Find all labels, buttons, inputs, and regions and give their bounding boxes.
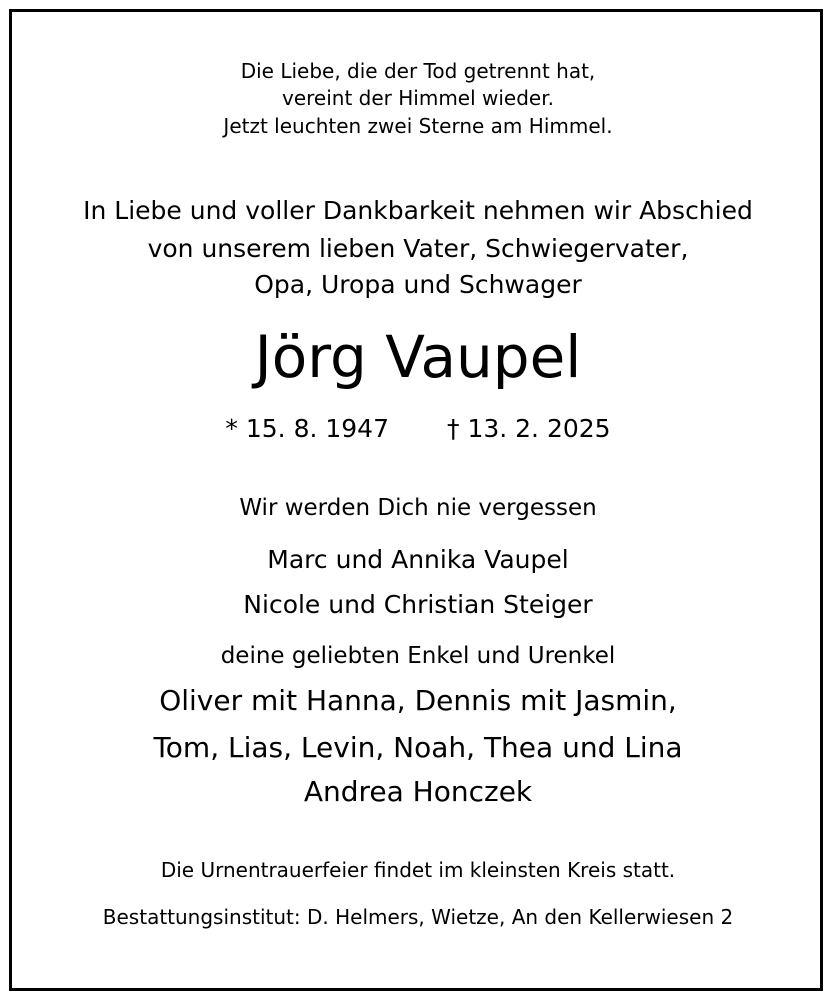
poem-line: Die Liebe, die der Tod getrennt hat,: [240, 59, 596, 83]
poem-line: Jetzt leuchten zwei Sterne am Himmel.: [223, 114, 613, 138]
grandchildren-line: Oliver mit Hanna, Dennis mit Jasmin,: [159, 684, 677, 717]
death-date: † 13. 2. 2025: [447, 414, 611, 443]
life-dates: [0, 416, 836, 441]
poem-line: vereint der Himmel wieder.: [282, 86, 554, 110]
farewell-line: Wir werden Dich nie vergessen: [239, 495, 597, 521]
grandchildren-line: Tom, Lias, Levin, Noah, Thea und Lina: [153, 731, 683, 764]
deceased-name: Jörg Vaupel: [254, 323, 582, 391]
intro-line: Opa, Uropa und Schwager: [254, 270, 582, 299]
grandchildren-line: Andrea Honczek: [303, 775, 533, 808]
intro-line: In Liebe und voller Dankbarkeit nehmen wir Abschied: [83, 196, 753, 225]
grandchildren-intro: deine geliebten Enkel und Urenkel: [220, 643, 616, 669]
funeral-home-notice: Bestattungsinstitut: D. Helmers, Wietze, An den Kellerwiesen 2: [102, 905, 734, 929]
intro-line: von unserem lieben Vater, Schwiegervater,: [147, 234, 689, 263]
birth-date: * 15. 8. 1947: [225, 414, 389, 443]
ceremony-notice: Die Urnentrauerfeier findet im kleinsten Kreis statt.: [160, 858, 676, 882]
mourner-name: Nicole und Christian Steiger: [243, 590, 593, 619]
mourner-name: Marc und Annika Vaupel: [267, 545, 569, 574]
